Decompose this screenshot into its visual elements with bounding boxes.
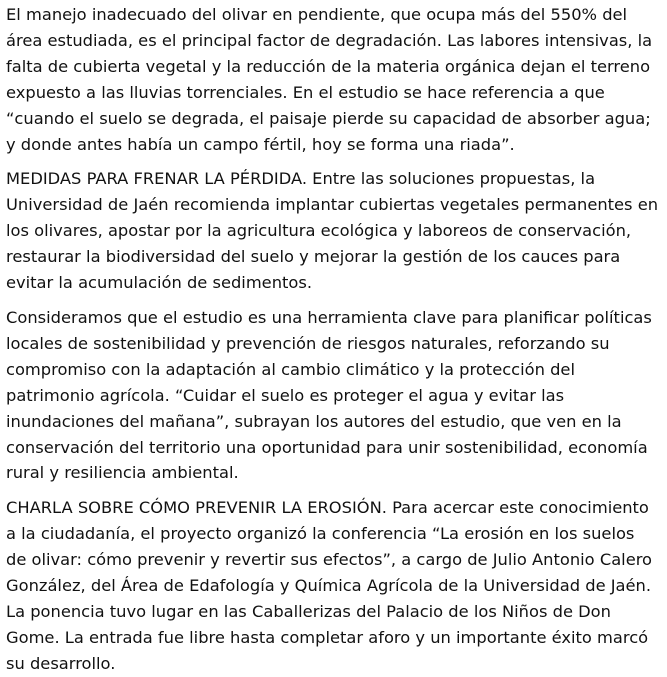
paragraph-measures: MEDIDAS PARA FRENAR LA PÉRDIDA. Entre las soluciones propuestas, la Universidad de Jaén recomienda implantar cubiertas vegetales permanentes en los olivares, apostar por la agricultura ecológica y laboreos de conservación, restaurar la biodiversidad del suelo y mejorar la gestión de los cauces para evitar la acumulación de sedimentos. bbox=[6, 169, 659, 293]
paragraph-study-value: Consideramos que el estudio es una herramienta clave para planificar políticas locales de sostenibilidad y prevención de riesgos naturales, reforzando su compromiso con la adaptación al cambio climático y la protección del patrimonio agrícola. “Cuidar el suelo es proteger el agua y evitar las inundaciones del mañana”, subrayan los autores del estudio, que ven en la conservación del territorio una oportunidad para unir sostenibilidad, economía rural y resiliencia ambiental. bbox=[6, 307, 652, 483]
paragraph-degradation: El manejo inadecuado del olivar en pendiente, que ocupa más del 550% del área estudiada, es el principal factor de degradación. Las labores intensivas, la falta de cubierta vegetal y la reducción de la materia orgánica dejan el terreno expuesto a las lluvias torrenciales. En el estudio se hace referencia a que “cuando el suelo se degrada, el paisaje pierde su capacidad de absorber agua; y donde antes había un campo fértil, hoy se forma una riada”. bbox=[6, 5, 653, 154]
paragraph-talk: CHARLA SOBRE CÓMO PREVENIR LA EROSIÓN. Para acercar este conocimiento a la ciudadanía, el proyecto organizó la conferencia “La erosión en los suelos de olivar: cómo prevenir y revertir sus efectos”, a cargo de Julio Antonio Calero González, del Área de Edafología y Química Agrícola de la Universidad de Jaén. La ponencia tuvo lugar en las Caballerizas del Palacio de los Niños de Don Gome. La entrada fue libre hasta completar aforo y un importante éxito marcó su desarrollo. bbox=[6, 498, 653, 673]
